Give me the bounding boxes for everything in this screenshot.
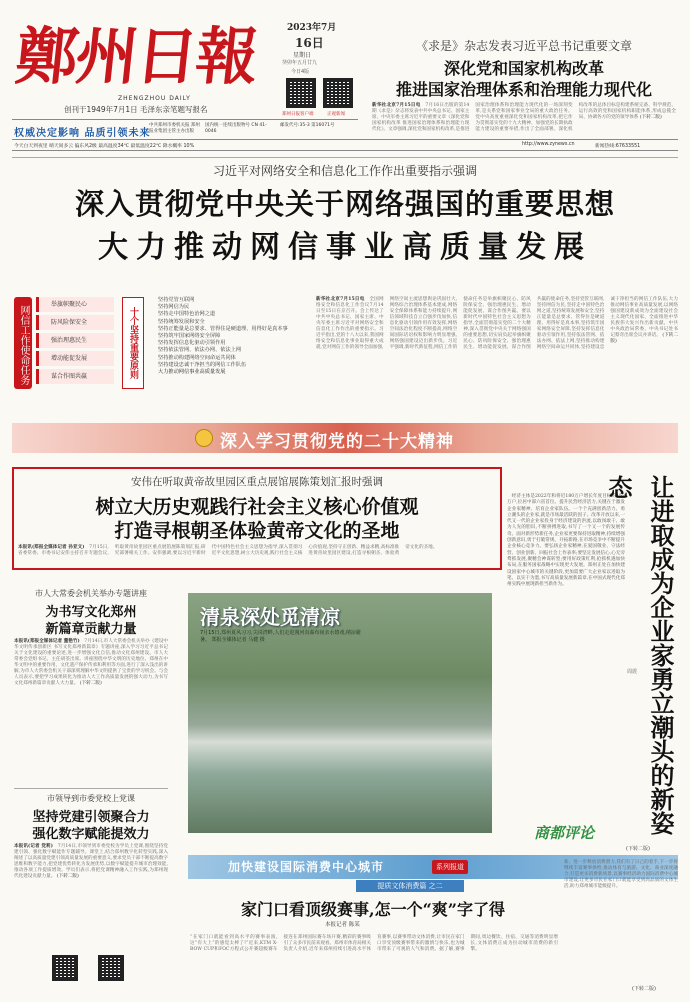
main-title-1: 深入贯彻党中央关于网络强国的重要思想 [74,187,615,221]
commentary-body: 经济主体是2022年和将近180万户增长年度目标的152万户,位居中部六省首位。提升民营经济活力,关键在于激发企业家精神、培育企业家队伍。一个个充满创新活力、勇立潮头的企业家,就是市场最活跃的因子。改革开放以来,一代又一代的企业家投身于经济建设的洪流,以敢闯敢干、敢为人先的胆识,不断拼搏进取,书写了一个又一个的发展传奇。面对新形势新任务,企业家更要保持进取精神,持续增强创新意识,勇于打破常规、开拓新路,在市场竞争中不断提升企业核心竞争力。要弘扬企业家精神,在爱国敬业、守法经营、创业创新、回报社会上作表率;要坚定发展信心,心无旁骛抓发展,聚精会神谋转型;要用好政策红利,抢抓机遇加快布局,在服务国家战略中实现更大发展。郑州正处在加快建设国家中心城市的关键阶段,更加需要广大企业家以进取为笔、以实干为墨,书写高质量发展新篇章,在中国式现代化郑州实践中展现新担当新作为。 [507,494,625,588]
qiushi-title-1: 深化党和国家机构改革 [443,59,604,78]
bottom-title: 家门口看顶级赛事,怎一个“爽”字了得 [241,900,505,919]
principle-item: 坚持依法管网、依法办网、依法上网 [158,347,242,354]
mission-item: 强治理惠民生 [36,333,114,348]
qr-code-client[interactable] [286,78,316,108]
mission-item: 举旗帜聚民心 [36,297,114,312]
masthead-pinyin: ZHENGZHOU DAILY [118,95,191,102]
principles-footer: 大力推动网信事业高质量发展 [158,369,226,376]
left1-kicker: 市人大常委会机关举办专题讲座 [35,589,147,598]
left1-title-1: 为书写文化郑州 [45,605,137,620]
website-link[interactable]: http://www.zynews.cn [522,142,575,147]
series-badge: 系列报道 [432,860,468,874]
issn-text: 国内统一连续出版物号 CN 41-0046 [205,123,267,134]
feature-title-1: 树立大历史观践行社会主义核心价值观 [95,496,419,518]
weather-line: 今天白天到夜里 晴天间多云 偏东风2级 最高温度34℃ 最低温度22℃ 降水概率 10% [14,144,195,149]
principle-item: 坚持筑牢国家网络安全屏障 [158,333,221,340]
photo-caption-text: 7月15日,郑州夏风习习,尖岗湾畔,人们走进漫河沟瀑布间亲水嬉戏,纳凉避暑。 [200,630,361,643]
photo-title: 清泉深处觅清凉 [200,605,340,629]
left-divider [14,788,168,789]
post-code-text: 邮发代号:35-3 第16071号 [280,123,335,128]
sponsor-text: 中共郑州市委机关报 郑州报业集团主管主办出版 [149,123,200,134]
left2-kicker: 市领导到市委党校上党课 [47,794,135,803]
news-hotline: 新闻热线:67633551 [595,144,641,149]
qiushi-body: 新华社北京7月15日电 7月16日出版的第14期《求是》杂志将发表中共中央总书记、国家主席、中央军委主席习近平的重要文章《深化党和国家机构改革 推进国家治理体系和治理能力现代化》。文章强调,深化党和国家机构改革,是推进国家治理体系和治理能力现代化的一场深刻变革,是关系党和国家事业全局的重大政治任务。党中央高度重视深化党和国家机构改革,把它作为贯彻落实党的十九大精神、加强党的长期执政能力建设的重要举措,作出了全面部署。深化机构改革的总体目标是构建系统完备、科学规范、运行高效的党和国家机构职能体系,形成总揽全局、协调各方的党的领导体系 (下转二版) [372,103,676,132]
weather-rule-bottom [12,150,678,151]
main-rule [12,157,678,158]
founded-line: 创刊于1949年7月1日 毛泽东亲笔题写报名 [64,105,208,114]
bottom-byline: 本报记者 陈某 [325,922,360,928]
masthead-rule [12,119,358,120]
party-emblem-icon [195,429,213,447]
series-banner-text: 加快建设国际消费中心城市 [228,860,385,874]
series-sub-text: 提质文体消费篇 [377,882,427,890]
principle-item: 坚持推动构建网络空间命运共同体 [158,354,236,361]
series-sub-num: 之二 [428,882,443,890]
feature-body: 本报讯(郑报全媒体记者 孙亚文) 7月15日,省委常委、市委书记安伟主持召开专题会议,听取黄帝故里园区重点展馆展陈策划汇报,研究部署相关工作。安伟强调,要以习近平新时代中国特色社会主义思想为指导,深入贯彻习近平文化思想,树立大历史观,践行社会主义核心价值观,坚持守正创新、精益求精,高标准推进黄帝故里园区建设,打造寻根朝圣、体验黄帝文化的圣地。 [18,545,438,556]
masthead-lunar: 癸卯年五月廿九 [282,60,318,66]
qiushi-kicker: 《求是》杂志发表习近平总书记重要文章 [415,39,632,53]
left1-title-2: 新篇章贡献力量 [45,622,137,637]
main-body: 新华社北京7月15日电 全国网络安全和信息化工作会议7月14日至15日在京召开。会上传达了中共中央总书记、国家主席、中央军委主席习近平对网络安全和信息化工作作出的重要指示。习近平指出,党的十八大以来,我国网络安全和信息化事业取得重大成就,党对网信工作的领导全面加强,网络空间主流思想舆论巩固壮大,网络综合治理体系基本建成,网络安全保障体系和能力持续提升,网信领域科技自立自强步伐加快,信息化驱动引领作用有效发挥,网络空间法治化程度不断提高,网络空间国际话语权和影响力明显增强,网络强国建设迈出新步伐。习近平强调,新时代新征程,网信工作的使命任务是举旗帜聚民心、防风险保安全、强治理惠民生、增动能促发展、谋合作图共赢。要以新时代中国特色社会主义思想为指导,全面贯彻落实党的二十大精神,深入贯彻党中央关于网络强国的重要思想,切实肩负起举旗帜聚民心、防风险保安全、强治理惠民生、增动能促发展、谋合作图共赢的使命任务,坚持党管互联网,坚持网信为民,坚持走中国特色治网之道,坚持统筹发展和安全,坚持正能量是总要求、管得住是硬道理、用得好是真本事,坚持筑牢国家网络安全屏障,坚持发挥信息化驱动引领作用,坚持依法管网、依法办网、依法上网,坚持推动构建网络空间命运共同体,坚持建设忠诚干净担当的网信工作队伍,大力推动网信事业高质量发展,以网络强国建设新成效为全面建设社会主义现代化国家、全面推进中华民族伟大复兴作出新贡献。中共中央政治局常委、中央书记处书记蔡奇出席会议并讲话。 (下转二版) [316,297,678,350]
masthead-title: 鄭州日報 [12,20,260,93]
main-title-2: 大力推动网信事业高质量发展 [98,230,592,265]
masthead-pages: 今日4版 [291,69,310,75]
left2-title-1: 坚持党建引领聚合力 [32,810,150,825]
bottom-note: (下转二版) [632,986,656,992]
main-kicker: 习近平对网络安全和信息化工作作出重要指示强调 [212,164,477,178]
masthead-date-day: 16日 [295,36,324,50]
commentary-column-label: 商都评论 [534,824,595,842]
qr-label-news: 正观新闻 [327,112,345,117]
left2-title-2: 强化数字赋能提效力 [32,827,150,842]
mission-item: 增动能促发展 [36,351,114,366]
mission-list [36,297,114,384]
feature-kicker: 安伟在听取黄帝故里园区重点展馆展陈策划汇报时强调 [131,476,383,488]
principle-item: 坚持正能量是总要求、管得住是硬道理、用得好是真本事 [158,325,288,332]
mission-item: 谋合作图共赢 [36,369,114,384]
principles-list [150,297,310,376]
masthead-weekday: 星期日 [293,52,312,59]
principle-item: 坚持党管互联网 [158,297,195,303]
slogan: 权威决定影响 品质引领未来 [14,128,151,139]
principle-item: 坚持统筹发展和安全 [158,318,205,325]
weather-rule [12,139,678,140]
feature-title-2: 打造寻根朝圣体验黄帝文化的圣地 [114,520,400,542]
mission-item: 防风险保安全 [36,315,114,330]
principle-item: 坚持网信为民 [158,304,190,311]
bottom-body: “在家门口就能看到高水平的赛事表演,这“有大上”的感觉太棒了!”近来,KTM X-BOW CUP和FOC方程式公开赛超级赛车接连在郑州国际赛车场开赛,精彩的赛事吸引了众多市民前来观看。郑州市体育局相关负责人介绍,近年来郑州持续引进高水平体育赛事,以赛事带动文体消费,让市民在家门口享受顶级赛事带来的激情与快乐,也为城市带来了可观的人气和消费。据了解,赛事期间,周边餐饮、住宿、交通等消费明显增长,文体消费正成为拉动城市消费的新引擎。 [190,935,558,952]
qiushi-title-2: 推进国家治理体系和治理能力现代化 [395,80,652,99]
qr-code-news[interactable] [323,78,353,108]
party-banner-text: 深入学习贯彻党的二十大精神 [220,432,454,452]
mission-label: 网信工作使命任务 [14,297,32,389]
series-sub-badge [356,880,464,892]
left1-body: 本报讯(郑报全媒体记者 董艳竹) 7月14日,市人大常委会机关举办《建设中华文明传承创新区 书写文化郑州新篇章》专题讲座,深入学习习近平总书记关于文化建设的重要论述,进一步增强文化自信,推动文化郑州建设。市人大常委会党组书记、主任胡荃出席。讲座围绕中华文明的历史地位、郑州在中华文明中的重要作用、文化遗产保护传承和利用等方面,进行了深入浅出的讲解,为市人大常委会机关干部深刻理解中华文明提供了宝贵的学习机会。与会人员表示,要把学习成果转化为推动人大工作高质量发展的强大动力,为书写文化郑州新篇章贡献人大力量。 (下转二版) [14,639,168,686]
masthead-date-year: 2023年7月 [287,23,337,33]
principle-item: 坚持建设忠诚干净担当的网信工作队伍 [158,361,247,368]
commentary-vertical-title: 让进取成为企业家勇立潮头的新姿态 [604,475,675,835]
qr-code-left-2[interactable] [98,955,124,981]
commentary-byline: 周震 [627,669,638,675]
principles-label: 十个坚持重要原则 [122,297,144,389]
principle-item: 坚持发挥信息化驱动引领作用 [158,340,226,347]
principle-item: 坚持走中国特色治网之道 [158,311,216,318]
bottom-side-body: 新、进一步释放消费潜力,我们有了日己的着手,下一步将继续丰富赛事供给,推动体育与旅游、文化、商业深度融合,打造更多消费新场景,以赛事经济助力国际消费中心城市建设,让更多市民在家门口就能享受到高品质的文体生活,助力郑州城市能级提升。 [564,860,678,889]
commentary-note: (下转二版) [626,846,650,852]
qr-code-left-1[interactable] [52,955,78,981]
left2-body: 本报讯(记者 党莉) 7月14日,市领导到市委党校为学员上党课,围绕坚持党建引领、强化数字赋能作专题辅导。课堂上,结合郑州数字化转型实践,深入阐述了以高质量党建引领高质量发展的重要意义,要求党员干部不断提高数字思维和数字能力,把党建优势转化为发展优势,以数字赋能提升城市治理效能,推动各项工作提质增效。学员们表示,将把党课精神融入工作实践,为郑州现代化建设贡献力量。 (下转二版) [14,844,168,879]
qr-label-client: 郑州日报客户端 [282,112,314,117]
photo-credit: 郑报全媒体记者 马健 摄 [211,637,265,643]
photo-caption [200,630,370,644]
